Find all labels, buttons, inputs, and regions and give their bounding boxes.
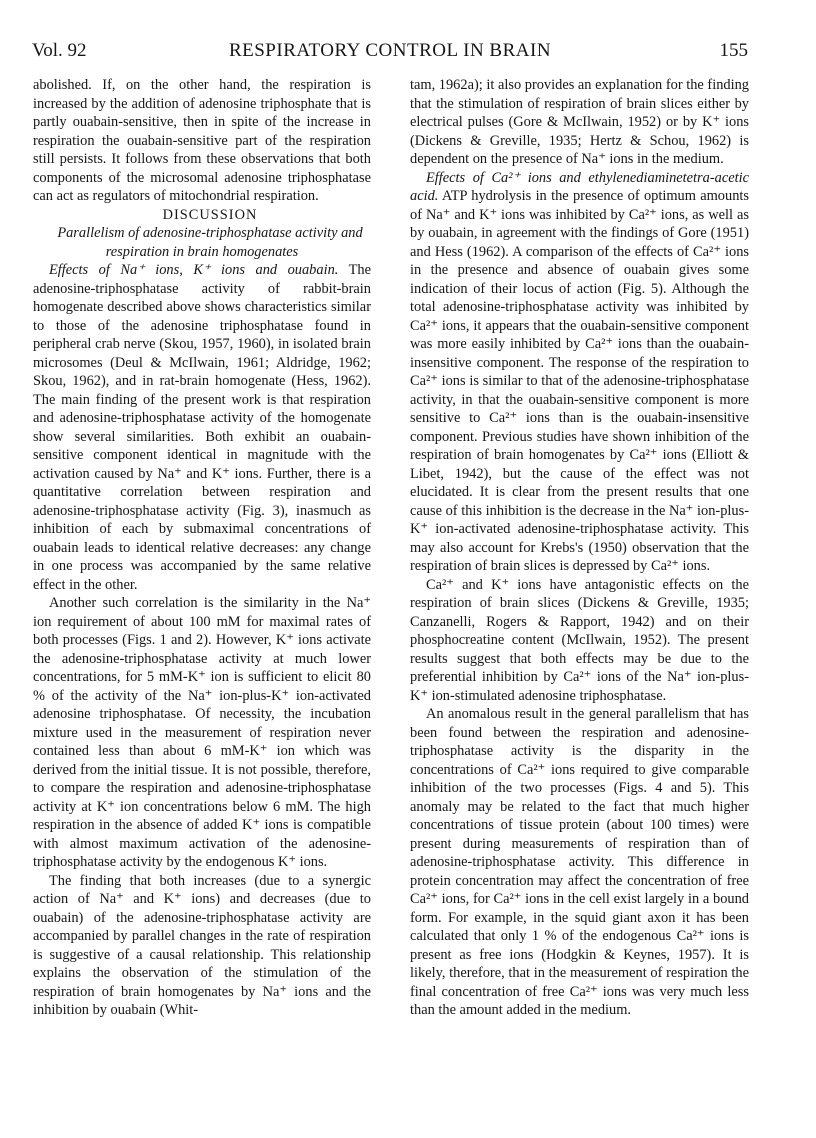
paragraph: Ca²⁺ and K⁺ ions have antagonistic effects on the respiration of brain slices (Dickens & Greville, 1935; Canzanelli, Rogers & Rapport, 1942) and on their phosphocreatine content (McIlwain, 1952). The present results suggest that both effects may be due to the preferential inhibition by Ca²⁺ ions of the Na⁺ ion-plus-K⁺ ion-stimulated adenosine triphosphatase.	[410, 576, 749, 704]
left-column	[33, 76, 371, 1020]
right-column	[410, 76, 749, 1020]
continued-paragraph: abolished. If, on the other hand, the respiration is increased by the addition of adenosine triphosphate that is partly ouabain-sensitive, then in spite of the increase in respiration the ouabain-sensitive part of the respiration still persists. It follows from these observations that both components of the microsomal adenosine triphosphatase can act as regulators of mitochondrial respiration.	[33, 77, 371, 204]
paragraph	[33, 261, 371, 594]
paragraph	[410, 169, 749, 576]
paragraph-body: ATP hydrolysis in the presence of optimum amounts of Na⁺ and K⁺ ions was inhibited by Ca²⁺ ions, as well as by ouabain, in agreement with the findings of Gore (1951) and Hess (1962). A comparison of the effects of Ca²⁺ ions in the presence and absence of ouabain gives some indication of their locus of action (Fig. 5). Although the total adenosine-triphosphatase activity was inhibited by Ca²⁺ ions, it appears that the ouabain-sensitive component was more easily inhibited by Ca²⁺ ions than the ouabain-insensitive component. The response of the respiration to Ca²⁺ ions is similar to that of the adenosine-triphosphatase activity, in that the ouabain-sensitive component is more sensitive to Ca²⁺ ions than is the ouabain-insensitive component. Previous studies have shown inhibition of the respiration of brain homogenates by Ca²⁺ ions (Elliott & Libet, 1942), but the cause of the effect was not elucidated. It is clear from the present results that one cause of this inhibition is the decrease in the Na⁺ ion-plus-K⁺ ion-activated adenosine-triphosphatase activity. This may also account for Krebs's (1950) observation that the respiration of brain slices is depressed by Ca²⁺ ions.	[410, 188, 749, 574]
paragraph: An anomalous result in the general parallelism that has been found between the respiration and adenosine-triphosphatase activity is the disparity in the concentrations of Ca²⁺ ions required to give comparable inhibition of the two processes (Figs. 4 and 5). This anomaly may be related to the fact that much higher concentrations of tissue protein (about 100 times) were present during measurements of respiration than of adenosine-triphosphatase activity. This difference in protein concentration may affect the concentration of free Ca²⁺ ions, for Ca²⁺ ions in the cell exist largely in a bound form. For example, in the squid giant axon it has been calculated that only 1 % of the endogenous Ca²⁺ ions is present as free ions (Hodgkin & Keynes, 1957). It is likely, therefore, that in the measurement of respiration the final concentration of free Ca²⁺ ions was very much less than the amount added in the medium.	[410, 706, 749, 1018]
subsection-heading: Parallelism of adenosine-triphosphatase activity and respiration in brain homogenates	[57, 225, 363, 260]
page-header	[32, 40, 748, 64]
paragraph: Another such correlation is the similarity in the Na⁺ ion requirement of about 100 mM for maximal rates of both processes (Figs. 1 and 2). However, K⁺ ions activate the adenosine-triphosphatase activity at much lower concentrations, for 5 mM-K⁺ ion is sufficient to elicit 80 % of the activity of the Na⁺ ion-plus-K⁺ ion-activated adenosine triphosphatase. Of necessity, the incubation mixture used in the measurement of respiration never contained less than about 6 mM-K⁺ ion which was derived from the initial tissue. It is not possible, therefore, to compare the respiration and adenosine-triphosphatase activity at K⁺ ion concentrations below 6 mM. The high respiration in the absence of added K⁺ ions is compatible with almost maximum activation of the adenosine-triphosphatase activity by the endogenous K⁺ ions.	[33, 595, 371, 870]
paragraph-lead: Effects of Na⁺ ions, K⁺ ions and ouabain.	[49, 262, 339, 278]
paragraph-lead: Effects of Ca²⁺ ions and ethylenediaminetetra-acetic acid.	[410, 169, 749, 204]
volume-number: Vol. 92	[32, 40, 87, 61]
continued-paragraph: tam, 1962a); it also provides an explanation for the finding that the stimulation of respiration of brain slices either by electrical pulses (Gore & McIlwain, 1952) or by K⁺ ions (Dickens & Greville, 1935; Hertz & Schou, 1962) is dependent on the presence of Na⁺ ions in the medium.	[410, 77, 749, 167]
page-number: 155	[719, 40, 748, 61]
paragraph: The finding that both increases (due to a synergic action of Na⁺ and K⁺ ions) and decreases (due to ouabain) of the adenosine-triphosphatase activity are accompanied by parallel changes in the rate of respiration is suggestive of a causal relationship. This relationship explains the observation of the stimulation of the respiration of brain homogenates by Na⁺ ions and the inhibition by ouabain (Whit-	[33, 872, 371, 1018]
running-title: RESPIRATORY CONTROL IN BRAIN	[228, 40, 552, 61]
paragraph-body: The adenosine-triphosphatase activity of rabbit-brain homogenate described above shows characteristics similar to those of the adenosine triphosphatase found in peripheral crab nerve (Skou, 1957, 1960), in isolated brain microsomes (Deul & McIlwain, 1961; Aldridge, 1962; Skou, 1962), and in rat-brain homogenate (Hess, 1962). The main finding of the present work is that respiration and adenosine-triphosphatase activity of the homogenate show several similarities. Both exhibit an ouabain-sensitive component identical in magnitude with the activation caused by Na⁺ and K⁺ ions. Further, there is a quantitative correlation between respiration and adenosine-triphosphatase activity (Fig. 3), inasmuch as inhibition of each by submaximal concentrations of ouabain leads to identical relative decreases: any change in one process was accompanied by the same relative effect in the other.	[33, 262, 371, 593]
section-heading: DISCUSSION	[162, 206, 258, 223]
